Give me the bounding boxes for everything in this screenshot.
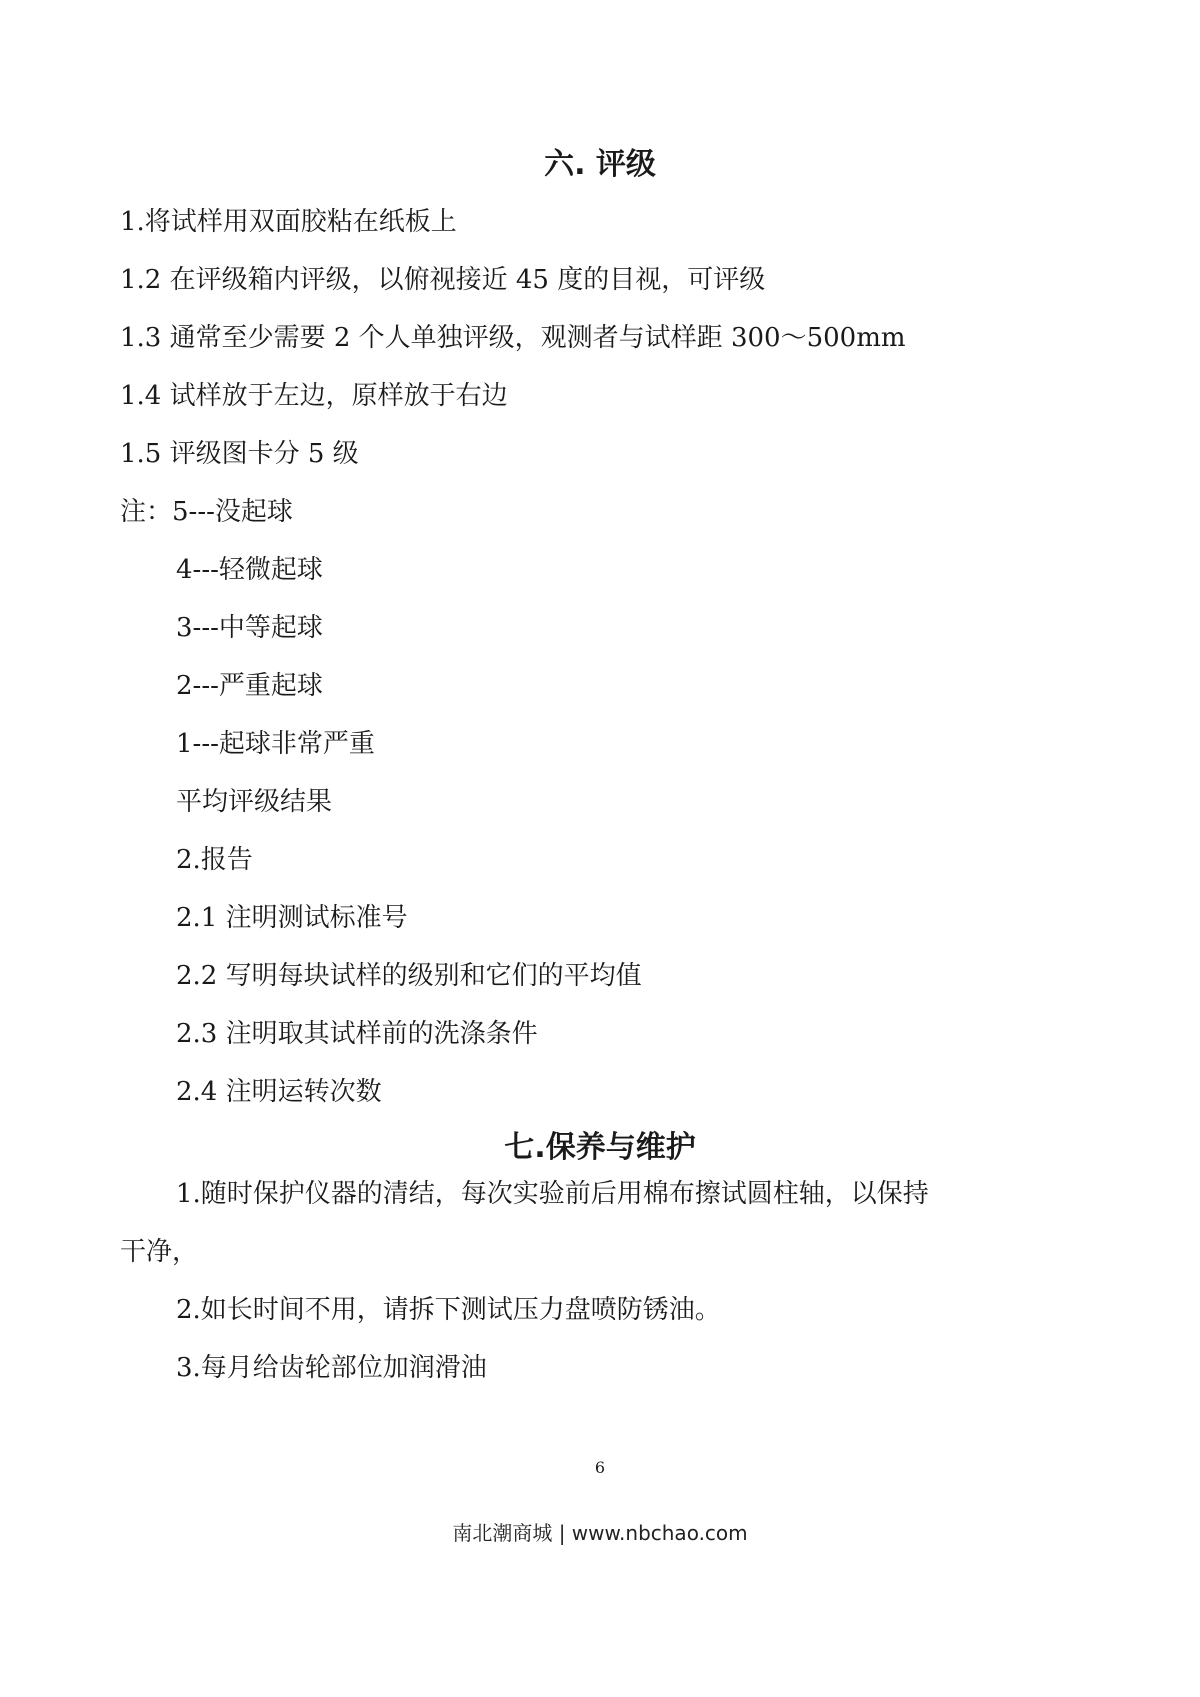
- maintenance-item-3: 3.每月给齿轮部位加润滑油: [176, 1353, 487, 1383]
- rating-step-1-3: 1.3 通常至少需要 2 个人单独评级，观测者与试样距 300～500mm: [120, 323, 906, 353]
- rating-step-1-4: 1.4 试样放于左边，原样放于右边: [120, 381, 508, 411]
- report-heading: 2.报告: [176, 845, 253, 875]
- rating-step-1-5: 1.5 评级图卡分 5 级: [120, 439, 359, 469]
- rating-step-1-1: 1.将试样用双面胶粘在纸板上: [120, 207, 457, 237]
- rating-step-1-2: 1.2 在评级箱内评级，以俯视接近 45 度的目视，可评级: [120, 265, 766, 295]
- report-item-2-2: 2.2 写明每块试样的级别和它们的平均值: [176, 961, 642, 991]
- section-6-heading: 六. 评级: [544, 147, 656, 182]
- maintenance-item-1: 1.随时保护仪器的清结，每次实验前后用棉布擦试圆柱轴，以保持: [176, 1179, 929, 1209]
- maintenance-item-2: 2.如长时间不用，请拆下测试压力盘喷防锈油。: [176, 1295, 721, 1325]
- report-item-2-1: 2.1 注明测试标准号: [176, 903, 408, 933]
- grade-note-1: 1---起球非常严重: [176, 729, 375, 759]
- grade-note-2: 2---严重起球: [176, 671, 323, 701]
- section-7-heading: 七.保养与维护: [504, 1130, 696, 1165]
- grade-note-4: 4---轻微起球: [176, 555, 323, 585]
- site-footer: 南北潮商城 | www.nbchao.com: [452, 1521, 748, 1545]
- grade-note-3: 3---中等起球: [176, 613, 323, 643]
- grade-note-5: 注：5---没起球: [120, 497, 293, 527]
- report-item-2-3: 2.3 注明取其试样前的洗涤条件: [176, 1019, 538, 1049]
- page-number: 6: [594, 1458, 606, 1477]
- report-item-2-4: 2.4 注明运转次数: [176, 1077, 382, 1107]
- average-rating-result: 平均评级结果: [176, 787, 333, 817]
- maintenance-item-1-continued: 干净，: [120, 1237, 199, 1267]
